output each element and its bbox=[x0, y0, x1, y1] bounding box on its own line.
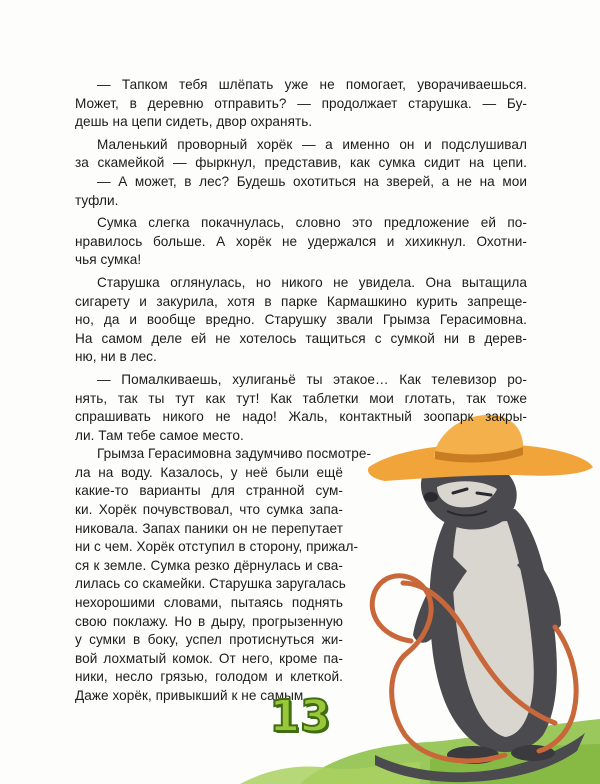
text-line: свою поклажу. Но в дыру, прогрызенную bbox=[75, 613, 343, 629]
text-line: ся к земле. Сумка резко дёрнулась и сва- bbox=[75, 557, 343, 573]
text-line: ники, несло грязью, голодом и клеткой. bbox=[75, 669, 343, 685]
text-line: туфли. bbox=[75, 192, 119, 208]
text-line: спрашивать никого не надо! Жаль, контактный зоопарк закры- bbox=[75, 409, 527, 425]
text-line: Маленький проворный хорёк — а именно он и подслушивал bbox=[97, 136, 527, 152]
text-line: Может, в деревню отправить? — продолжает старушка. — Бу- bbox=[75, 95, 527, 111]
text-line: за скамейкой — фыркнул, представив, как сумка сидит на цепи. bbox=[75, 155, 527, 171]
text-line: ла на воду. Казалось, у неё были ещё bbox=[75, 464, 343, 480]
text-line: лилась со скамейки. Старушка заругалась bbox=[75, 576, 346, 592]
text-line: ки. Хорёк почувствовал, что сумка запа- bbox=[75, 502, 343, 518]
text-line: — А может, в лес? Будешь охотиться на зверей, а не на мои bbox=[97, 173, 527, 189]
text-line: — Помалкиваешь, хулиганьё ты этакое… Как телевизор ро- bbox=[97, 371, 527, 387]
text-line: дешь на цепи сидеть, двор охранять. bbox=[75, 114, 313, 130]
page-number: 13 bbox=[269, 691, 331, 742]
text-line: Даже хорёк, привыкший к не самым bbox=[75, 688, 304, 703]
text-line: ню, ни в лес. bbox=[75, 349, 157, 365]
text-line: нять, так ты тут как тут! Как таблетки мои глотать, так тоже bbox=[75, 390, 527, 406]
text-line: — Тапком тебя шлёпать уже не помогает, уворачиваешься. bbox=[97, 77, 527, 92]
text-line: На самом деле ей не хотелось тащиться с сумкой ни в дерев- bbox=[75, 330, 527, 346]
text-line: Грымза Герасимовна задумчиво посмотре- bbox=[97, 446, 372, 462]
text-line: нравилось больше. А хорёк не удержался и хихикнул. Охотни- bbox=[75, 233, 527, 249]
text-line: ни с чем. Хорёк отступил в сторону, прижал- bbox=[75, 539, 359, 555]
text-line: какие-то варианты для странной сум- bbox=[75, 483, 343, 499]
text-line: у сумки в боку, успел протиснуться жи- bbox=[75, 632, 343, 648]
text-line: Старушка оглянулась, но никого не увидела. Она вытащила bbox=[97, 274, 527, 290]
text-line: ли. Там тебе самое место. bbox=[75, 427, 244, 443]
text-line: сигарету и закурила, хотя в парке Кармашкино курить запреще- bbox=[75, 293, 527, 309]
text-line: нехорошими словами, пытаясь поднять bbox=[75, 595, 343, 611]
text-line: Сумка слегка покачнулась, словно это предложение ей по- bbox=[97, 215, 527, 231]
text-line: вой лохматый комок. От него, кроме па- bbox=[75, 650, 343, 666]
text-line: чья сумка! bbox=[75, 252, 142, 268]
story-text bbox=[75, 76, 527, 706]
text-line: но, да и вообще вредно. Старушку звали Грымза Герасимовна. bbox=[75, 312, 527, 328]
text-line: никовала. Запах паники он не перепутает bbox=[75, 520, 343, 536]
